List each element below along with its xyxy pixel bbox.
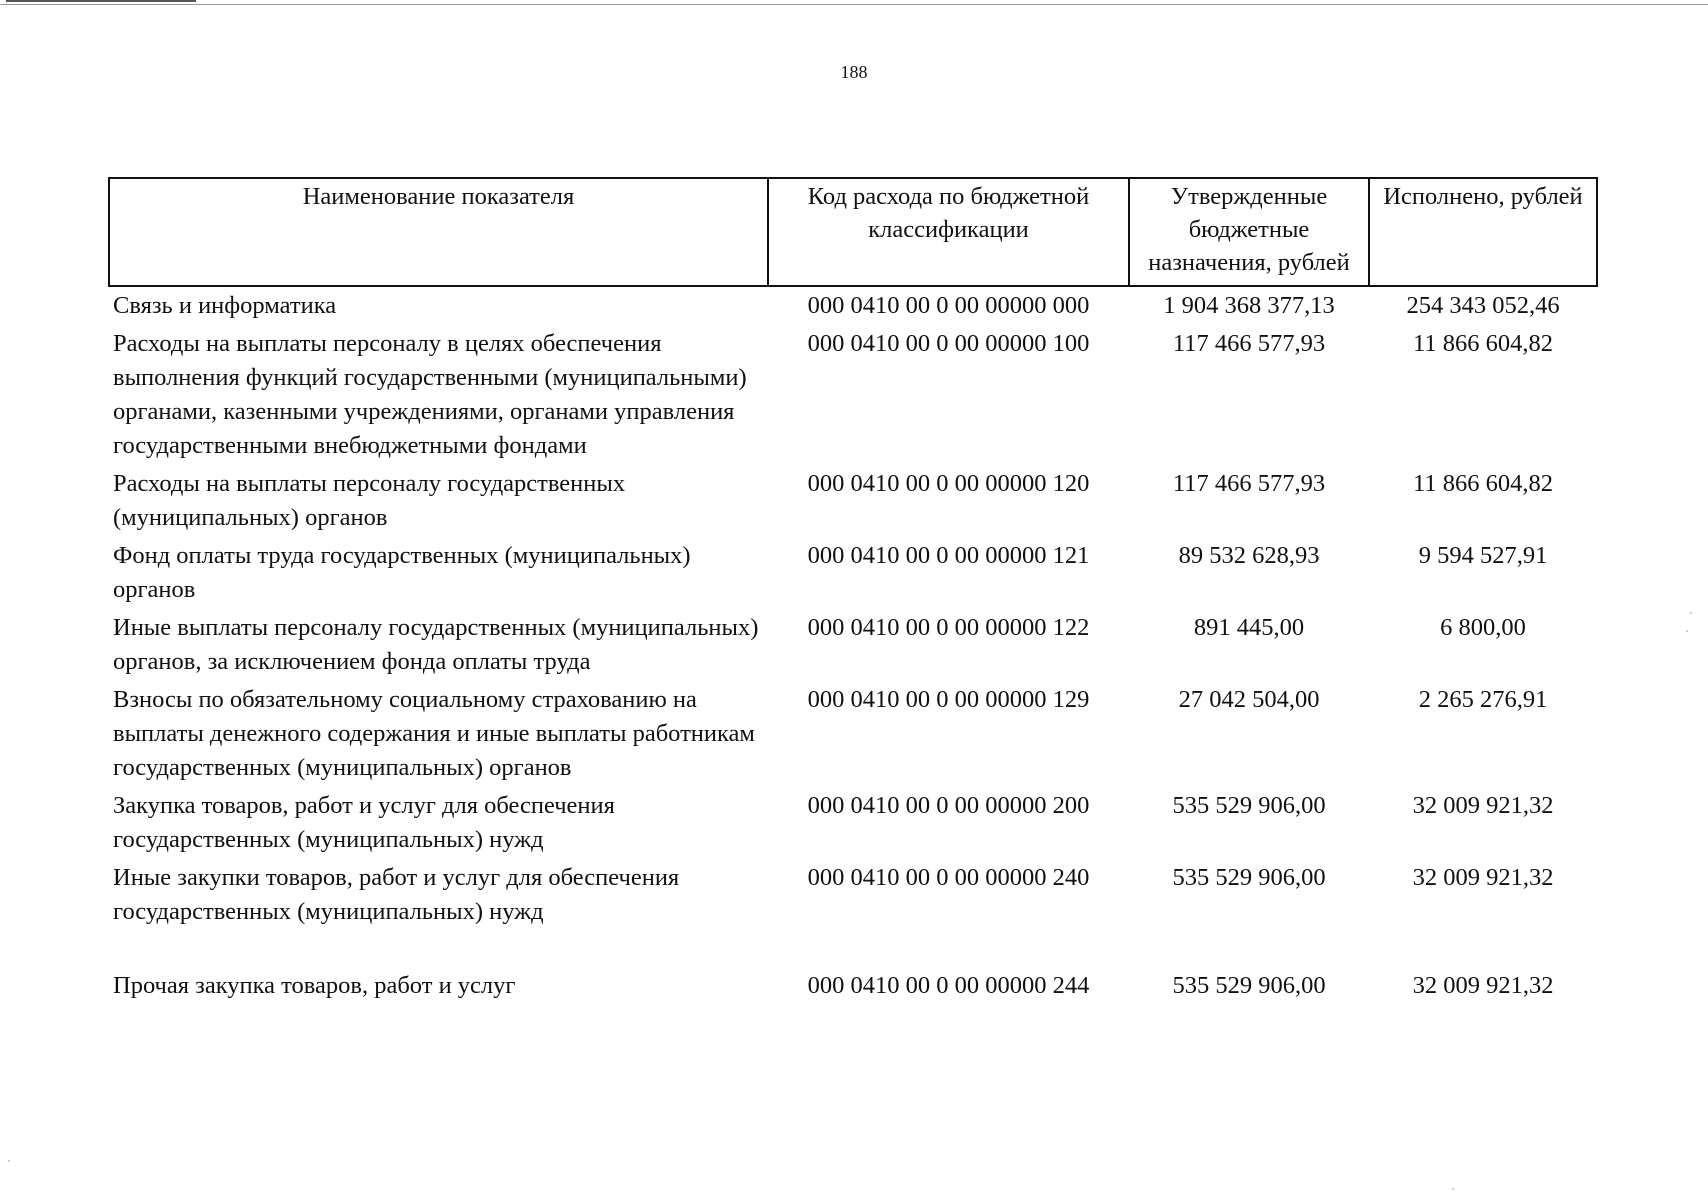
expense-code-cell: 000 0410 00 0 00 00000 120 (807, 470, 1090, 497)
executed-amount-cell: 6 800,00 (1440, 614, 1526, 641)
indicator-name-cell: Расходы на выплаты персоналу государственных (муниципальных) органов (113, 470, 626, 531)
indicator-name-cell: Прочая закупка товаров, работ и услуг (113, 972, 516, 999)
executed-amount-cell: 11 866 604,82 (1413, 470, 1553, 497)
header-executed-amount: Исполнено, рублей (1369, 178, 1597, 286)
executed-amount-cell: 9 594 527,91 (1418, 542, 1548, 569)
expense-code-cell: 000 0410 00 0 00 00000 100 (807, 330, 1090, 357)
table-row (109, 539, 1597, 611)
expense-code-cell: 000 0410 00 0 00 00000 000 (807, 292, 1090, 319)
page-number: 188 (840, 62, 868, 82)
executed-amount-cell: 32 009 921,32 (1412, 972, 1554, 999)
executed-amount-cell: 254 343 052,46 (1406, 292, 1560, 319)
executed-amount-cell: 2 265 276,91 (1418, 686, 1548, 713)
indicator-name-cell: Иные закупки товаров, работ и услуг для обеспечения государственных (муниципальных) нужд (113, 864, 680, 925)
indicator-name-cell: Фонд оплаты труда государственных (муниципальных) органов (113, 542, 691, 603)
header-expense-code: Код расхода по бюджетной классификации (768, 178, 1129, 286)
approved-amount-cell: 535 529 906,00 (1172, 972, 1326, 999)
table-row (109, 861, 1597, 933)
scan-speck (8, 1160, 10, 1162)
scan-speck (1690, 612, 1692, 614)
table-row (109, 467, 1597, 539)
table-row (109, 933, 1597, 1007)
budget-execution-table (108, 177, 1598, 1007)
approved-amount-cell: 117 466 577,93 (1172, 470, 1326, 497)
table-header-row (109, 178, 1597, 286)
approved-amount-cell: 117 466 577,93 (1172, 330, 1326, 357)
expense-code-cell: 000 0410 00 0 00 00000 200 (807, 792, 1090, 819)
expense-code-cell: 000 0410 00 0 00 00000 244 (807, 972, 1090, 999)
executed-amount-cell: 32 009 921,32 (1412, 864, 1554, 891)
indicator-name-cell: Связь и информатика (113, 292, 337, 319)
scan-speck (1452, 1188, 1454, 1190)
scan-speck (1686, 630, 1688, 632)
approved-amount-cell: 535 529 906,00 (1172, 792, 1326, 819)
expense-code-cell: 000 0410 00 0 00 00000 240 (807, 864, 1090, 891)
indicator-name-cell: Расходы на выплаты персоналу в целях обеспечения выполнения функций государственными (муниципальными) органами, казенными учреждениями, органами управления государственными внебюджетными фондами (113, 330, 747, 459)
header-approved-amount: Утвержденные бюджетные назначения, рублей (1129, 178, 1369, 286)
table-row (109, 683, 1597, 789)
executed-amount-cell: 32 009 921,32 (1412, 792, 1554, 819)
indicator-name-cell: Взносы по обязательному социальному страхованию на выплаты денежного содержания и иные выплаты работникам государственных (муниципальных) органов (113, 686, 755, 781)
table-row (109, 327, 1597, 467)
scan-edge-line (0, 4, 1708, 5)
executed-amount-cell: 11 866 604,82 (1413, 330, 1553, 357)
table-row (109, 286, 1597, 327)
approved-amount-cell: 27 042 504,00 (1178, 686, 1320, 713)
indicator-name-cell: Иные выплаты персоналу государственных (муниципальных) органов, за исключением фонда оплаты труда (113, 614, 759, 675)
indicator-name-cell: Закупка товаров, работ и услуг для обеспечения государственных (муниципальных) нужд (113, 792, 615, 853)
approved-amount-cell: 891 445,00 (1193, 614, 1305, 641)
approved-amount-cell: 89 532 628,93 (1178, 542, 1320, 569)
header-indicator-name: Наименование показателя (109, 178, 768, 286)
expense-code-cell: 000 0410 00 0 00 00000 121 (807, 542, 1090, 569)
approved-amount-cell: 1 904 368 377,13 (1163, 292, 1335, 319)
expense-code-cell: 000 0410 00 0 00 00000 129 (807, 686, 1090, 713)
scan-edge-mark (6, 0, 196, 2)
table-row (109, 789, 1597, 861)
table-row (109, 611, 1597, 683)
expense-code-cell: 000 0410 00 0 00 00000 122 (807, 614, 1090, 641)
approved-amount-cell: 535 529 906,00 (1172, 864, 1326, 891)
